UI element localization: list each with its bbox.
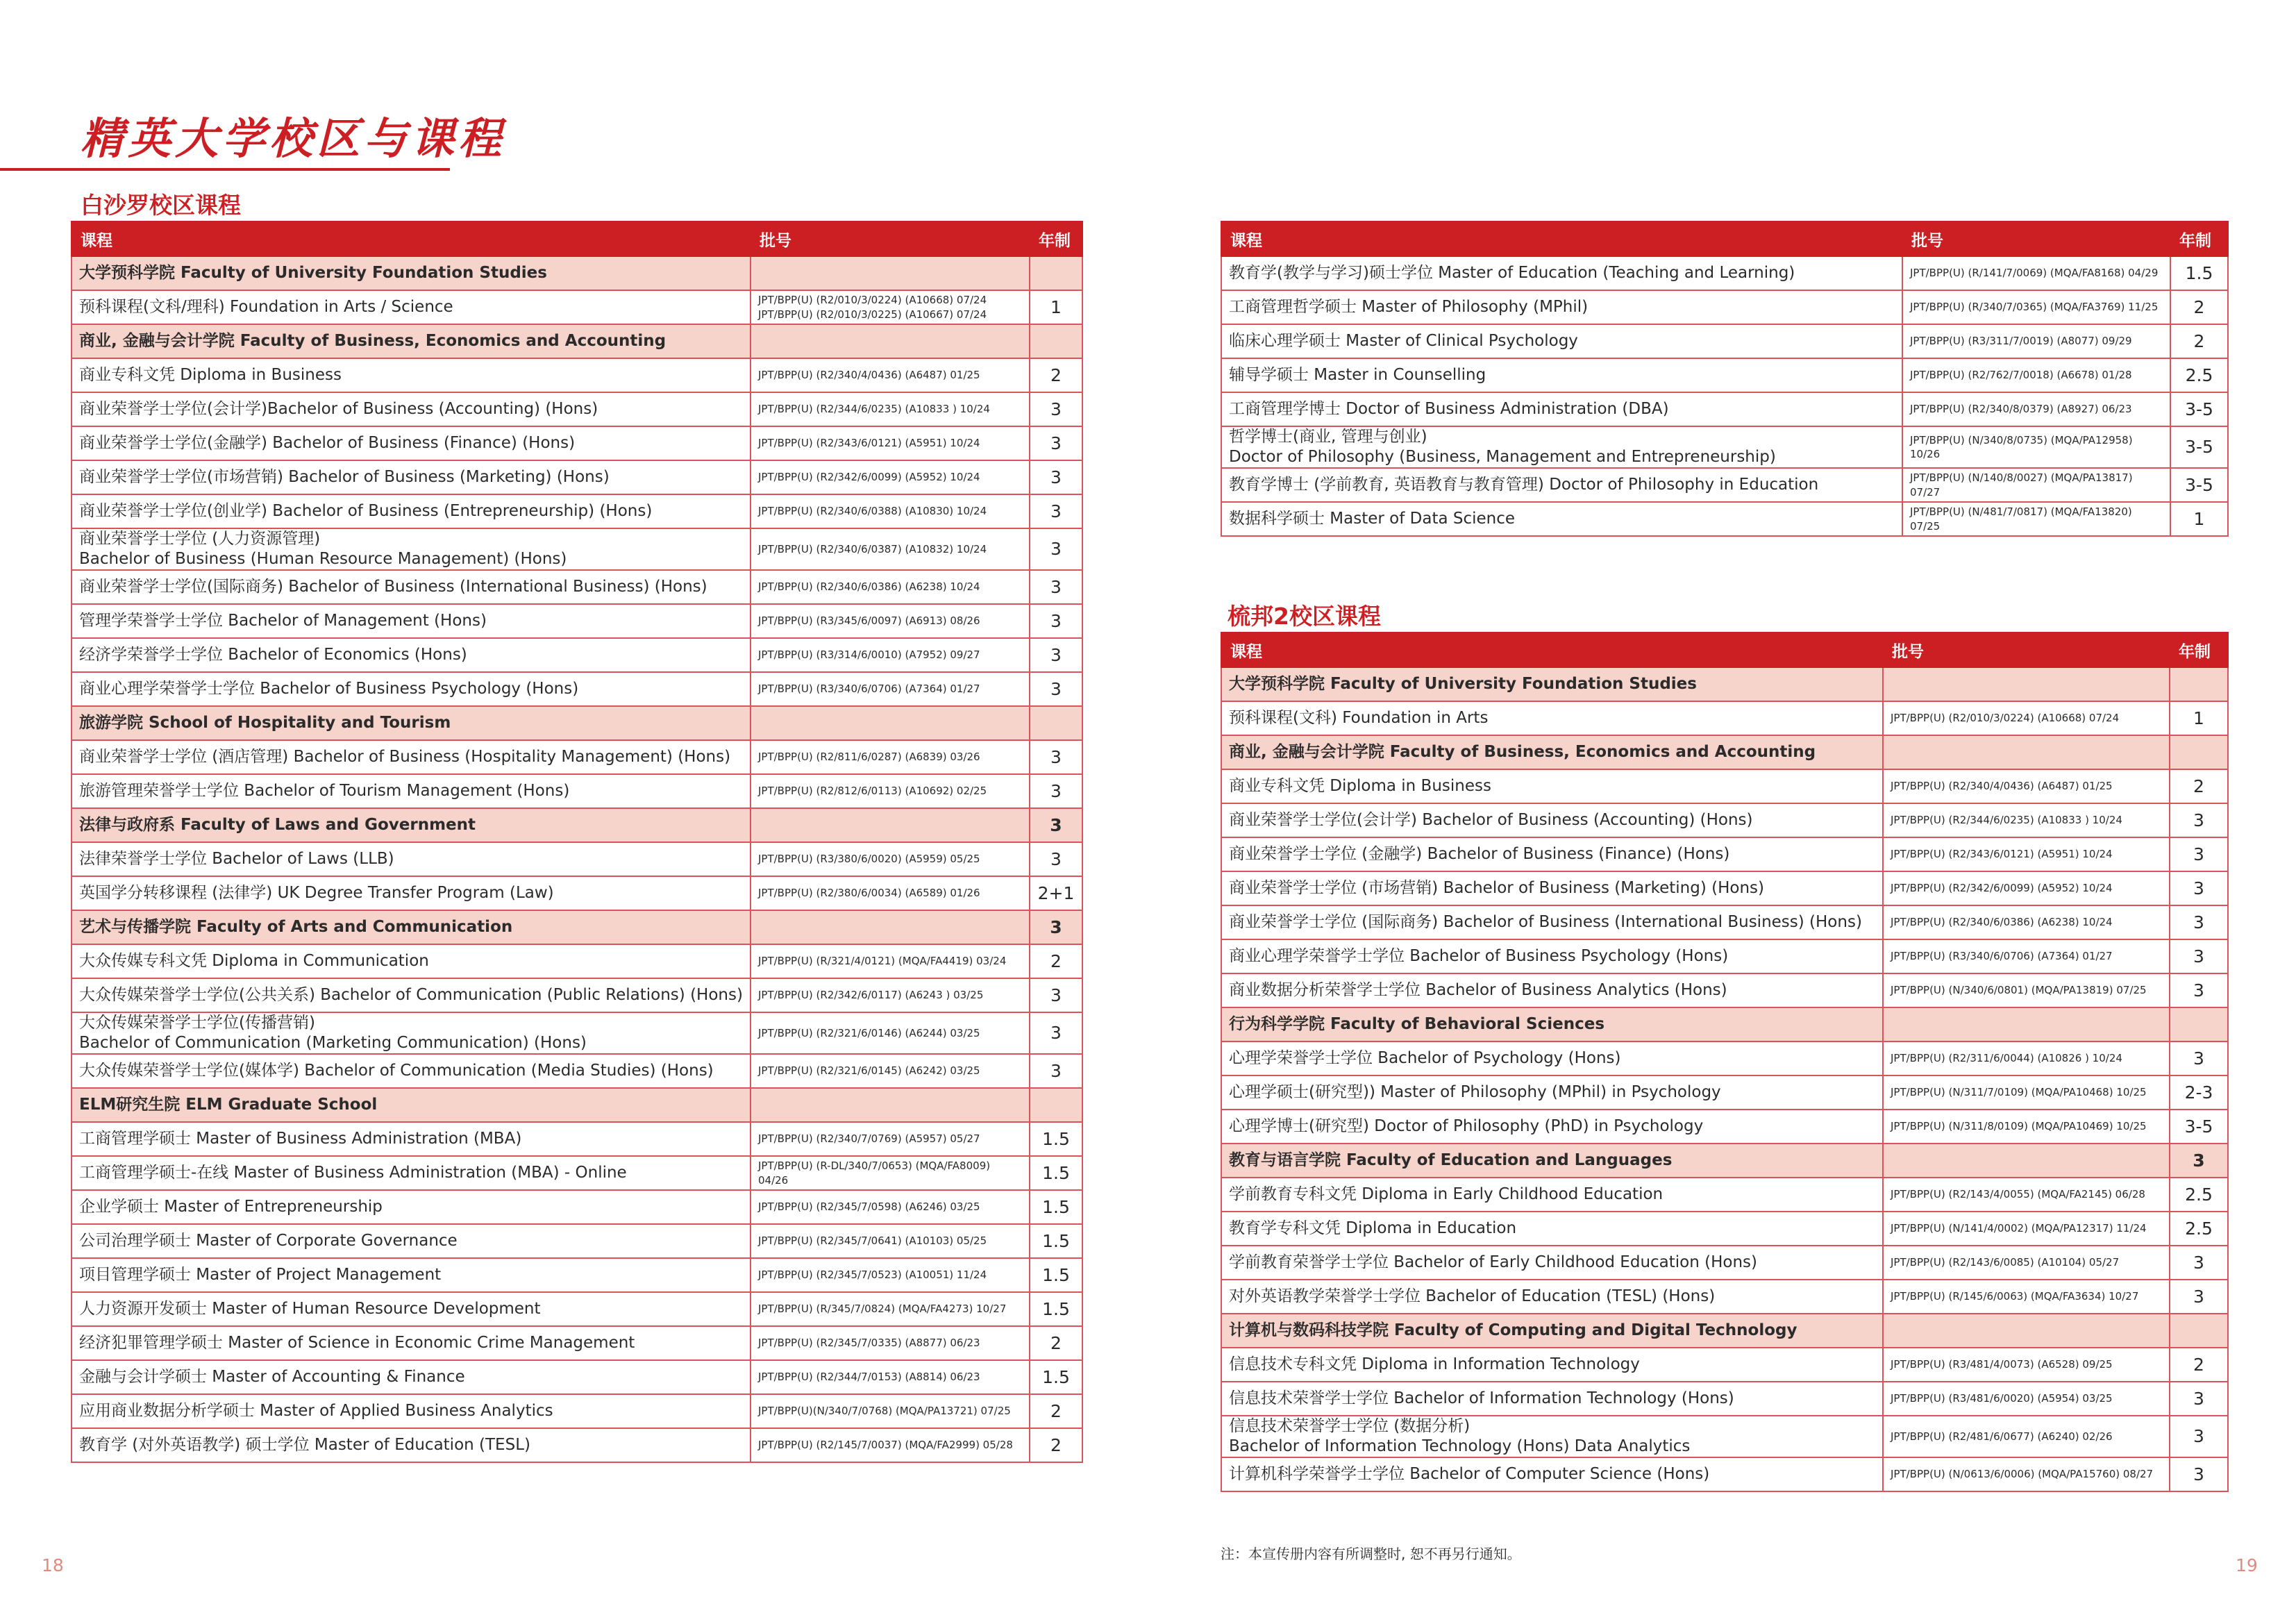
section-title-left: 白沙罗校区课程 — [81, 192, 241, 219]
course-row — [72, 1054, 1082, 1088]
years-cell: 3 — [2170, 1041, 2228, 1075]
years-cell: 1.5 — [1030, 1258, 1082, 1292]
years-cell: 3 — [1030, 978, 1082, 1012]
years-cell: 3 — [1030, 740, 1082, 774]
course-name-cell: 法律与政府系 Faculty of Laws and Government — [72, 808, 751, 842]
approval-code-cell — [751, 706, 1030, 740]
years-cell: 3 — [1030, 460, 1082, 494]
course-name-cell: 大众传媒专科文凭 Diploma in Communication — [72, 944, 751, 978]
footer-note: 注：本宣传册内容有所调整时, 恕不再另行通知。 — [1221, 1546, 1521, 1562]
approval-code-cell: JPT/BPP(U) (N/481/7/0817) (MQA/FA13820) 07/25 — [1902, 502, 2170, 536]
course-name-cell: 商业荣誉学士学位(创业学) Bachelor of Business (Entrepreneurship) (Hons) — [72, 494, 751, 528]
course-row — [1221, 426, 2228, 468]
approval-code-cell — [751, 910, 1030, 944]
approval-code-cell: JPT/BPP(U) (R2/340/7/0769) (A5957) 05/27 — [751, 1122, 1030, 1156]
approval-code-cell: JPT/BPP(U) (N/0613/6/0006) (MQA/PA15760) 08/27 — [1883, 1457, 2170, 1491]
years-cell: 3 — [2170, 973, 2228, 1007]
approval-code-cell: JPT/BPP(U) (R/145/6/0063) (MQA/FA3634) 10/27 — [1883, 1280, 2170, 1314]
faculty-row — [72, 706, 1082, 740]
approval-code-cell: JPT/BPP(U) (R3/380/6/0020) (A5959) 05/25 — [751, 842, 1030, 876]
course-row — [72, 672, 1082, 706]
section-title-right: 梳邦2校区课程 — [1227, 603, 1381, 630]
faculty-row — [1221, 735, 2228, 769]
years-cell: 2.5 — [2170, 1212, 2228, 1246]
years-cell: 2 — [2170, 1348, 2228, 1382]
course-row — [72, 1292, 1082, 1326]
approval-code-cell: JPT/BPP(U) (R2/342/6/0099) (A5952) 10/24 — [1883, 871, 2170, 905]
faculty-row — [72, 324, 1082, 358]
years-cell: 1.5 — [1030, 1156, 1082, 1190]
course-name-cell: 教育学 (对外英语教学) 硕士学位 Master of Education (TESL) — [72, 1428, 751, 1462]
approval-code-cell — [751, 324, 1030, 358]
years-cell: 2 — [2170, 290, 2228, 324]
course-row — [1221, 1041, 2228, 1075]
years-cell: 1 — [1030, 290, 1082, 324]
years-cell: 1 — [2170, 701, 2228, 735]
course-row — [1221, 769, 2228, 803]
approval-code-cell: JPT/BPP(U) (R2/345/7/0641) (A10103) 05/25 — [751, 1224, 1030, 1258]
years-cell: 3 — [1030, 638, 1082, 672]
course-row — [72, 1122, 1082, 1156]
approval-code-cell — [1883, 1314, 2170, 1348]
course-name-cell: 项目管理学硕士 Master of Project Management — [72, 1258, 751, 1292]
course-row — [72, 1258, 1082, 1292]
header-years: 年制 — [2170, 221, 2228, 256]
years-cell: 3 — [2170, 1246, 2228, 1280]
approval-code-cell: JPT/BPP(U) (R2/321/6/0145) (A6242) 03/25 — [751, 1054, 1030, 1088]
course-name-cell: 商业荣誉学士学位 (国际商务) Bachelor of Business (International Business) (Hons) — [1221, 905, 1883, 939]
course-name-cell: 旅游学院 School of Hospitality and Tourism — [72, 706, 751, 740]
course-name-cell: 商业专科文凭 Diploma in Business — [1221, 769, 1883, 803]
years-cell: 3 — [1030, 808, 1082, 842]
course-row — [72, 426, 1082, 460]
approval-code-cell: JPT/BPP(U) (R2/340/6/0386) (A6238) 10/24 — [751, 570, 1030, 604]
approval-code-cell: JPT/BPP(U) (R2/311/6/0044) (A10826 ) 10/24 — [1883, 1041, 2170, 1075]
course-name-cell: 商业数据分析荣誉学士学位 Bachelor of Business Analytics (Hons) — [1221, 973, 1883, 1007]
approval-code-cell: JPT/BPP(U) (N/141/4/0002) (MQA/PA12317) 11/24 — [1883, 1212, 2170, 1246]
course-name-cell: 教育学(教学与学习)硕士学位 Master of Education (Teaching and Learning) — [1221, 256, 1902, 290]
approval-code-cell: JPT/BPP(U) (R3/345/6/0097) (A6913) 08/26 — [751, 604, 1030, 638]
course-name-cell: 大众传媒荣誉学士学位(公共关系) Bachelor of Communication (Public Relations) (Hons) — [72, 978, 751, 1012]
table-header-row — [1221, 633, 2228, 667]
faculty-row — [1221, 1144, 2228, 1178]
course-row — [72, 774, 1082, 808]
course-name-cell: 商业荣誉学士学位 (人力资源管理) Bachelor of Business (Human Resource Management) (Hons) — [72, 528, 751, 570]
course-name-cell: 商业荣誉学士学位 (金融学) Bachelor of Business (Finance) (Hons) — [1221, 837, 1883, 871]
course-row — [1221, 837, 2228, 871]
approval-code-cell: JPT/BPP(U) (R2/343/6/0121) (A5951) 10/24 — [1883, 837, 2170, 871]
approval-code-cell: JPT/BPP(U) (R3/340/6/0706) (A7364) 01/27 — [751, 672, 1030, 706]
course-row — [1221, 803, 2228, 837]
course-row — [72, 1190, 1082, 1224]
course-row — [1221, 1212, 2228, 1246]
approval-code-cell: JPT/BPP(U) (R3/340/6/0706) (A7364) 01/27 — [1883, 939, 2170, 973]
course-name-cell: 大众传媒荣誉学士学位(媒体学) Bachelor of Communication (Media Studies) (Hons) — [72, 1054, 751, 1088]
course-name-cell: 公司治理学硕士 Master of Corporate Governance — [72, 1224, 751, 1258]
years-cell: 3 — [2170, 939, 2228, 973]
course-name-cell: 计算机与数码科技学院 Faculty of Computing and Digital Technology — [1221, 1314, 1883, 1348]
course-name-cell: 金融与会计学硕士 Master of Accounting & Finance — [72, 1360, 751, 1394]
approval-code-cell: JPT/BPP(U) (R/321/4/0121) (MQA/FA4419) 03/24 — [751, 944, 1030, 978]
course-name-cell: 计算机科学荣誉学士学位 Bachelor of Computer Science (Hons) — [1221, 1457, 1883, 1491]
page-title: 精英大学校区与课程 — [81, 113, 506, 164]
years-cell: 3 — [1030, 604, 1082, 638]
approval-code-cell: JPT/BPP(U) (R2/345/7/0335) (A8877) 06/23 — [751, 1326, 1030, 1360]
course-name-cell: 临床心理学硕士 Master of Clinical Psychology — [1221, 324, 1902, 358]
years-cell: 2 — [1030, 358, 1082, 392]
course-name-cell: 商业荣誉学士学位(会计学) Bachelor of Business (Accounting) (Hons) — [1221, 803, 1883, 837]
course-name-cell: 工商管理哲学硕士 Master of Philosophy (MPhil) — [1221, 290, 1902, 324]
course-row — [72, 494, 1082, 528]
course-row — [72, 740, 1082, 774]
course-name-cell: 预科课程(文科) Foundation in Arts — [1221, 701, 1883, 735]
approval-code-cell: JPT/BPP(U) (R3/481/6/0020) (A5954) 03/25 — [1883, 1382, 2170, 1416]
course-row — [1221, 973, 2228, 1007]
approval-code-cell — [751, 1088, 1030, 1122]
course-row — [72, 528, 1082, 570]
faculty-row — [1221, 1314, 2228, 1348]
course-name-cell: 法律荣誉学士学位 Bachelor of Laws (LLB) — [72, 842, 751, 876]
course-row — [1221, 256, 2228, 290]
approval-code-cell: JPT/BPP(U)(N/340/7/0768) (MQA/PA13721) 07/25 — [751, 1394, 1030, 1428]
course-name-cell: 信息技术荣誉学士学位 Bachelor of Information Technology (Hons) — [1221, 1382, 1883, 1416]
approval-code-cell: JPT/BPP(U) (R2/010/3/0224) (A10668) 07/24 — [1883, 701, 2170, 735]
years-cell: 3 — [2170, 905, 2228, 939]
course-row — [72, 1360, 1082, 1394]
approval-code-cell: JPT/BPP(U) (N/311/8/0109) (MQA/PA10469) 10/25 — [1883, 1110, 2170, 1144]
years-cell: 2 — [1030, 1394, 1082, 1428]
course-name-cell: 哲学博士(商业, 管理与创业) Doctor of Philosophy (Business, Management and Entrepreneurship) — [1221, 426, 1902, 468]
years-cell: 2+1 — [1030, 876, 1082, 910]
course-name-cell: 辅导学硕士 Master in Counselling — [1221, 358, 1902, 392]
course-name-cell: 商业, 金融与会计学院 Faculty of Business, Economics and Accounting — [72, 324, 751, 358]
course-name-cell: 商业荣誉学士学位 (市场营销) Bachelor of Business (Marketing) (Hons) — [1221, 871, 1883, 905]
years-cell: 3-5 — [2170, 468, 2228, 502]
course-name-cell: 大众传媒荣誉学士学位(传播营销) Bachelor of Communication (Marketing Communication) (Hons) — [72, 1012, 751, 1054]
course-row — [1221, 358, 2228, 392]
approval-code-cell: JPT/BPP(U) (R2/345/7/0523) (A10051) 11/24 — [751, 1258, 1030, 1292]
years-cell: 2.5 — [2170, 1178, 2228, 1212]
course-name-cell: 艺术与传播学院 Faculty of Arts and Communication — [72, 910, 751, 944]
years-cell: 2.5 — [2170, 358, 2228, 392]
approval-code-cell: JPT/BPP(U) (R3/481/4/0073) (A6528) 09/25 — [1883, 1348, 2170, 1382]
approval-code-cell: JPT/BPP(U) (R3/314/6/0010) (A7952) 09/27 — [751, 638, 1030, 672]
years-cell: 3 — [2170, 803, 2228, 837]
approval-code-cell: JPT/BPP(U) (N/340/8/0735) (MQA/PA12958) 10/26 — [1902, 426, 2170, 468]
course-name-cell: 商业专科文凭 Diploma in Business — [72, 358, 751, 392]
table-header-row — [72, 221, 1082, 256]
faculty-row — [1221, 667, 2228, 701]
course-name-cell: 数据科学硕士 Master of Data Science — [1221, 502, 1902, 536]
years-cell: 2 — [2170, 324, 2228, 358]
header-course: 课程 — [72, 221, 751, 256]
course-row — [72, 978, 1082, 1012]
years-cell: 3-5 — [2170, 392, 2228, 426]
course-row — [1221, 1075, 2228, 1110]
course-name-cell: 学前教育荣誉学士学位 Bachelor of Early Childhood Education (Hons) — [1221, 1246, 1883, 1280]
years-cell: 3 — [1030, 1054, 1082, 1088]
years-cell: 3 — [1030, 570, 1082, 604]
course-row — [72, 876, 1082, 910]
course-row — [72, 944, 1082, 978]
course-name-cell: 商业荣誉学士学位(国际商务) Bachelor of Business (International Business) (Hons) — [72, 570, 751, 604]
course-row — [1221, 324, 2228, 358]
years-cell: 3 — [2170, 837, 2228, 871]
approval-code-cell — [1883, 735, 2170, 769]
course-name-cell: 大学预科学院 Faculty of University Foundation Studies — [72, 256, 751, 290]
years-cell: 3 — [1030, 494, 1082, 528]
years-cell: 3-5 — [2170, 426, 2228, 468]
years-cell: 2-3 — [2170, 1075, 2228, 1110]
course-row — [1221, 502, 2228, 536]
years-cell: 3 — [1030, 672, 1082, 706]
faculty-row — [72, 808, 1082, 842]
header-code: 批号 — [1883, 633, 2170, 667]
header-course: 课程 — [1221, 633, 1883, 667]
course-row — [1221, 939, 2228, 973]
course-row — [72, 842, 1082, 876]
course-row — [72, 392, 1082, 426]
course-row — [72, 1394, 1082, 1428]
years-cell — [2170, 735, 2228, 769]
years-cell: 3 — [1030, 774, 1082, 808]
years-cell — [1030, 324, 1082, 358]
years-cell: 3 — [1030, 426, 1082, 460]
course-row — [1221, 1246, 2228, 1280]
approval-code-cell: JPT/BPP(U) (R2/342/6/0099) (A5952) 10/24 — [751, 460, 1030, 494]
course-row — [72, 570, 1082, 604]
years-cell — [1030, 256, 1082, 290]
course-name-cell: 人力资源开发硕士 Master of Human Resource Development — [72, 1292, 751, 1326]
course-name-cell: 旅游管理荣誉学士学位 Bachelor of Tourism Management (Hons) — [72, 774, 751, 808]
approval-code-cell: JPT/BPP(U) (R2/481/6/0677) (A6240) 02/26 — [1883, 1416, 2170, 1457]
approval-code-cell: JPT/BPP(U) (R2/143/6/0085) (A10104) 05/27 — [1883, 1246, 2170, 1280]
approval-code-cell: JPT/BPP(U) (R2/321/6/0146) (A6244) 03/25 — [751, 1012, 1030, 1054]
years-cell: 3 — [1030, 910, 1082, 944]
faculty-row — [72, 256, 1082, 290]
approval-code-cell: JPT/BPP(U) (R2/811/6/0287) (A6839) 03/26 — [751, 740, 1030, 774]
header-code: 批号 — [1902, 221, 2170, 256]
table-header-row — [1221, 221, 2228, 256]
years-cell: 3 — [2170, 871, 2228, 905]
years-cell: 1.5 — [1030, 1360, 1082, 1394]
approval-code-cell: JPT/BPP(U) (R/345/7/0824) (MQA/FA4273) 10/27 — [751, 1292, 1030, 1326]
years-cell: 1.5 — [1030, 1122, 1082, 1156]
approval-code-cell: JPT/BPP(U) (R2/344/6/0235) (A10833 ) 10/24 — [1883, 803, 2170, 837]
course-row — [72, 604, 1082, 638]
years-cell: 3 — [1030, 528, 1082, 570]
page-number-right: 19 — [2236, 1555, 2258, 1575]
course-row — [1221, 905, 2228, 939]
years-cell: 3-5 — [2170, 1110, 2228, 1144]
course-row — [1221, 871, 2228, 905]
years-cell: 1.5 — [2170, 256, 2228, 290]
approval-code-cell: JPT/BPP(U) (R-DL/340/7/0653) (MQA/FA8009) 04/26 — [751, 1156, 1030, 1190]
course-name-cell: 行为科学学院 Faculty of Behavioral Sciences — [1221, 1007, 1883, 1041]
course-name-cell: 管理学荣誉学士学位 Bachelor of Management (Hons) — [72, 604, 751, 638]
years-cell: 1 — [2170, 502, 2228, 536]
years-cell: 1.5 — [1030, 1190, 1082, 1224]
years-cell: 3 — [2170, 1416, 2228, 1457]
years-cell — [2170, 1007, 2228, 1041]
approval-code-cell: JPT/BPP(U) (R2/143/4/0055) (MQA/FA2145) 06/28 — [1883, 1178, 2170, 1212]
approval-code-cell — [751, 256, 1030, 290]
approval-code-cell: JPT/BPP(U) (R2/340/4/0436) (A6487) 01/25 — [1883, 769, 2170, 803]
course-row — [72, 1428, 1082, 1462]
course-row — [1221, 392, 2228, 426]
approval-code-cell: JPT/BPP(U) (R2/145/7/0037) (MQA/FA2999) 05/28 — [751, 1428, 1030, 1462]
faculty-row — [72, 910, 1082, 944]
years-cell: 2 — [2170, 769, 2228, 803]
approval-code-cell — [1883, 1007, 2170, 1041]
approval-code-cell — [751, 808, 1030, 842]
years-cell — [2170, 1314, 2228, 1348]
course-name-cell: 商业心理学荣誉学士学位 Bachelor of Business Psychology (Hons) — [72, 672, 751, 706]
course-name-cell: 商业荣誉学士学位(金融学) Bachelor of Business (Finance) (Hons) — [72, 426, 751, 460]
approval-code-cell: JPT/BPP(U) (N/140/8/0027) (MQA/PA13817) 07/27 — [1902, 468, 2170, 502]
approval-code-cell: JPT/BPP(U) (R2/342/6/0117) (A6243 ) 03/25 — [751, 978, 1030, 1012]
course-name-cell: 对外英语教学荣誉学士学位 Bachelor of Education (TESL) (Hons) — [1221, 1280, 1883, 1314]
course-table-right-top — [1221, 221, 2229, 537]
years-cell: 3 — [2170, 1280, 2228, 1314]
approval-code-cell: JPT/BPP(U) (R3/311/7/0019) (A8077) 09/29 — [1902, 324, 2170, 358]
header-code: 批号 — [751, 221, 1030, 256]
approval-code-cell: JPT/BPP(U) (R2/344/6/0235) (A10833 ) 10/24 — [751, 392, 1030, 426]
course-name-cell: ELM研究生院 ELM Graduate School — [72, 1088, 751, 1122]
header-years: 年制 — [2170, 633, 2228, 667]
years-cell: 2 — [1030, 944, 1082, 978]
years-cell: 3 — [2170, 1457, 2228, 1491]
course-row — [1221, 1280, 2228, 1314]
approval-code-cell: JPT/BPP(U) (R2/340/6/0387) (A10832) 10/24 — [751, 528, 1030, 570]
approval-code-cell: JPT/BPP(U) (N/340/6/0801) (MQA/PA13819) 07/25 — [1883, 973, 2170, 1007]
years-cell: 1.5 — [1030, 1224, 1082, 1258]
course-row — [1221, 1416, 2228, 1457]
approval-code-cell: JPT/BPP(U) (R/141/7/0069) (MQA/FA8168) 04/29 — [1902, 256, 2170, 290]
course-row — [72, 460, 1082, 494]
course-name-cell: 企业学硕士 Master of Entrepreneurship — [72, 1190, 751, 1224]
course-name-cell: 商业, 金融与会计学院 Faculty of Business, Economics and Accounting — [1221, 735, 1883, 769]
course-name-cell: 商业心理学荣誉学士学位 Bachelor of Business Psychology (Hons) — [1221, 939, 1883, 973]
course-table-left — [71, 221, 1083, 1463]
approval-code-cell — [1883, 1144, 2170, 1178]
course-row — [72, 1156, 1082, 1190]
years-cell: 3 — [1030, 842, 1082, 876]
course-row — [72, 1012, 1082, 1054]
course-name-cell: 教育学专科文凭 Diploma in Education — [1221, 1212, 1883, 1246]
faculty-row — [1221, 1007, 2228, 1041]
course-row — [72, 1326, 1082, 1360]
approval-code-cell: JPT/BPP(U) (R2/340/4/0436) (A6487) 01/25 — [751, 358, 1030, 392]
course-name-cell: 工商管理学博士 Doctor of Business Administration (DBA) — [1221, 392, 1902, 426]
years-cell: 2 — [1030, 1428, 1082, 1462]
title-underline — [0, 168, 450, 171]
course-name-cell: 经济学荣誉学士学位 Bachelor of Economics (Hons) — [72, 638, 751, 672]
course-row — [1221, 1178, 2228, 1212]
course-name-cell: 工商管理学硕士-在线 Master of Business Administration (MBA) - Online — [72, 1156, 751, 1190]
approval-code-cell — [1883, 667, 2170, 701]
course-name-cell: 商业荣誉学士学位 (酒店管理) Bachelor of Business (Hospitality Management) (Hons) — [72, 740, 751, 774]
approval-code-cell: JPT/BPP(U) (R2/340/6/0386) (A6238) 10/24 — [1883, 905, 2170, 939]
course-name-cell: 教育与语言学院 Faculty of Education and Languages — [1221, 1144, 1883, 1178]
course-row — [72, 1224, 1082, 1258]
course-name-cell: 预科课程(文科/理科) Foundation in Arts / Science — [72, 290, 751, 324]
years-cell — [1030, 1088, 1082, 1122]
approval-code-cell: JPT/BPP(U) (R2/812/6/0113) (A10692) 02/25 — [751, 774, 1030, 808]
years-cell: 3 — [2170, 1144, 2228, 1178]
approval-code-cell: JPT/BPP(U) (R2/345/7/0598) (A6246) 03/25 — [751, 1190, 1030, 1224]
course-name-cell: 应用商业数据分析学硕士 Master of Applied Business Analytics — [72, 1394, 751, 1428]
years-cell: 2 — [1030, 1326, 1082, 1360]
approval-code-cell: JPT/BPP(U) (R2/343/6/0121) (A5951) 10/24 — [751, 426, 1030, 460]
years-cell: 3 — [1030, 1012, 1082, 1054]
course-name-cell: 教育学博士 (学前教育, 英语教育与教育管理) Doctor of Philosophy in Education — [1221, 468, 1902, 502]
course-row — [1221, 701, 2228, 735]
course-name-cell: 心理学荣誉学士学位 Bachelor of Psychology (Hons) — [1221, 1041, 1883, 1075]
course-table-right-bottom — [1221, 632, 2229, 1492]
years-cell — [1030, 706, 1082, 740]
years-cell — [2170, 667, 2228, 701]
course-name-cell: 大学预科学院 Faculty of University Foundation Studies — [1221, 667, 1883, 701]
approval-code-cell: JPT/BPP(U) (R/340/7/0365) (MQA/FA3769) 11/25 — [1902, 290, 2170, 324]
approval-code-cell: JPT/BPP(U) (R2/762/7/0018) (A6678) 01/28 — [1902, 358, 2170, 392]
approval-code-cell: JPT/BPP(U) (R2/010/3/0224) (A10668) 07/24 JPT/BPP(U) (R2/010/3/0225) (A10667) 07/24 — [751, 290, 1030, 324]
header-course: 课程 — [1221, 221, 1902, 256]
course-name-cell: 学前教育专科文凭 Diploma in Early Childhood Education — [1221, 1178, 1883, 1212]
course-row — [72, 638, 1082, 672]
years-cell: 1.5 — [1030, 1292, 1082, 1326]
course-row — [1221, 1110, 2228, 1144]
course-row — [1221, 1348, 2228, 1382]
course-name-cell: 心理学硕士(研究型)) Master of Philosophy (MPhil) in Psychology — [1221, 1075, 1883, 1110]
course-row — [1221, 1457, 2228, 1491]
approval-code-cell: JPT/BPP(U) (R2/380/6/0034) (A6589) 01/26 — [751, 876, 1030, 910]
approval-code-cell: JPT/BPP(U) (R2/340/6/0388) (A10830) 10/24 — [751, 494, 1030, 528]
course-name-cell: 经济犯罪管理学硕士 Master of Science in Economic Crime Management — [72, 1326, 751, 1360]
course-name-cell: 信息技术专科文凭 Diploma in Information Technology — [1221, 1348, 1883, 1382]
course-name-cell: 信息技术荣誉学士学位 (数据分析) Bachelor of Information Technology (Hons) Data Analytics — [1221, 1416, 1883, 1457]
header-years: 年制 — [1030, 221, 1082, 256]
course-row — [72, 290, 1082, 324]
approval-code-cell: JPT/BPP(U) (R2/344/7/0153) (A8814) 06/23 — [751, 1360, 1030, 1394]
course-row — [1221, 290, 2228, 324]
approval-code-cell: JPT/BPP(U) (R2/340/8/0379) (A8927) 06/23 — [1902, 392, 2170, 426]
years-cell: 3 — [2170, 1382, 2228, 1416]
page-number-left: 18 — [42, 1555, 64, 1575]
faculty-row — [72, 1088, 1082, 1122]
years-cell: 3 — [1030, 392, 1082, 426]
course-name-cell: 心理学博士(研究型) Doctor of Philosophy (PhD) in Psychology — [1221, 1110, 1883, 1144]
course-name-cell: 商业荣誉学士学位(市场营销) Bachelor of Business (Marketing) (Hons) — [72, 460, 751, 494]
course-name-cell: 英国学分转移课程 (法律学) UK Degree Transfer Program (Law) — [72, 876, 751, 910]
course-name-cell: 工商管理学硕士 Master of Business Administration (MBA) — [72, 1122, 751, 1156]
course-name-cell: 商业荣誉学士学位(会计学)Bachelor of Business (Accounting) (Hons) — [72, 392, 751, 426]
course-row — [1221, 468, 2228, 502]
course-row — [72, 358, 1082, 392]
course-row — [1221, 1382, 2228, 1416]
approval-code-cell: JPT/BPP(U) (N/311/7/0109) (MQA/PA10468) 10/25 — [1883, 1075, 2170, 1110]
